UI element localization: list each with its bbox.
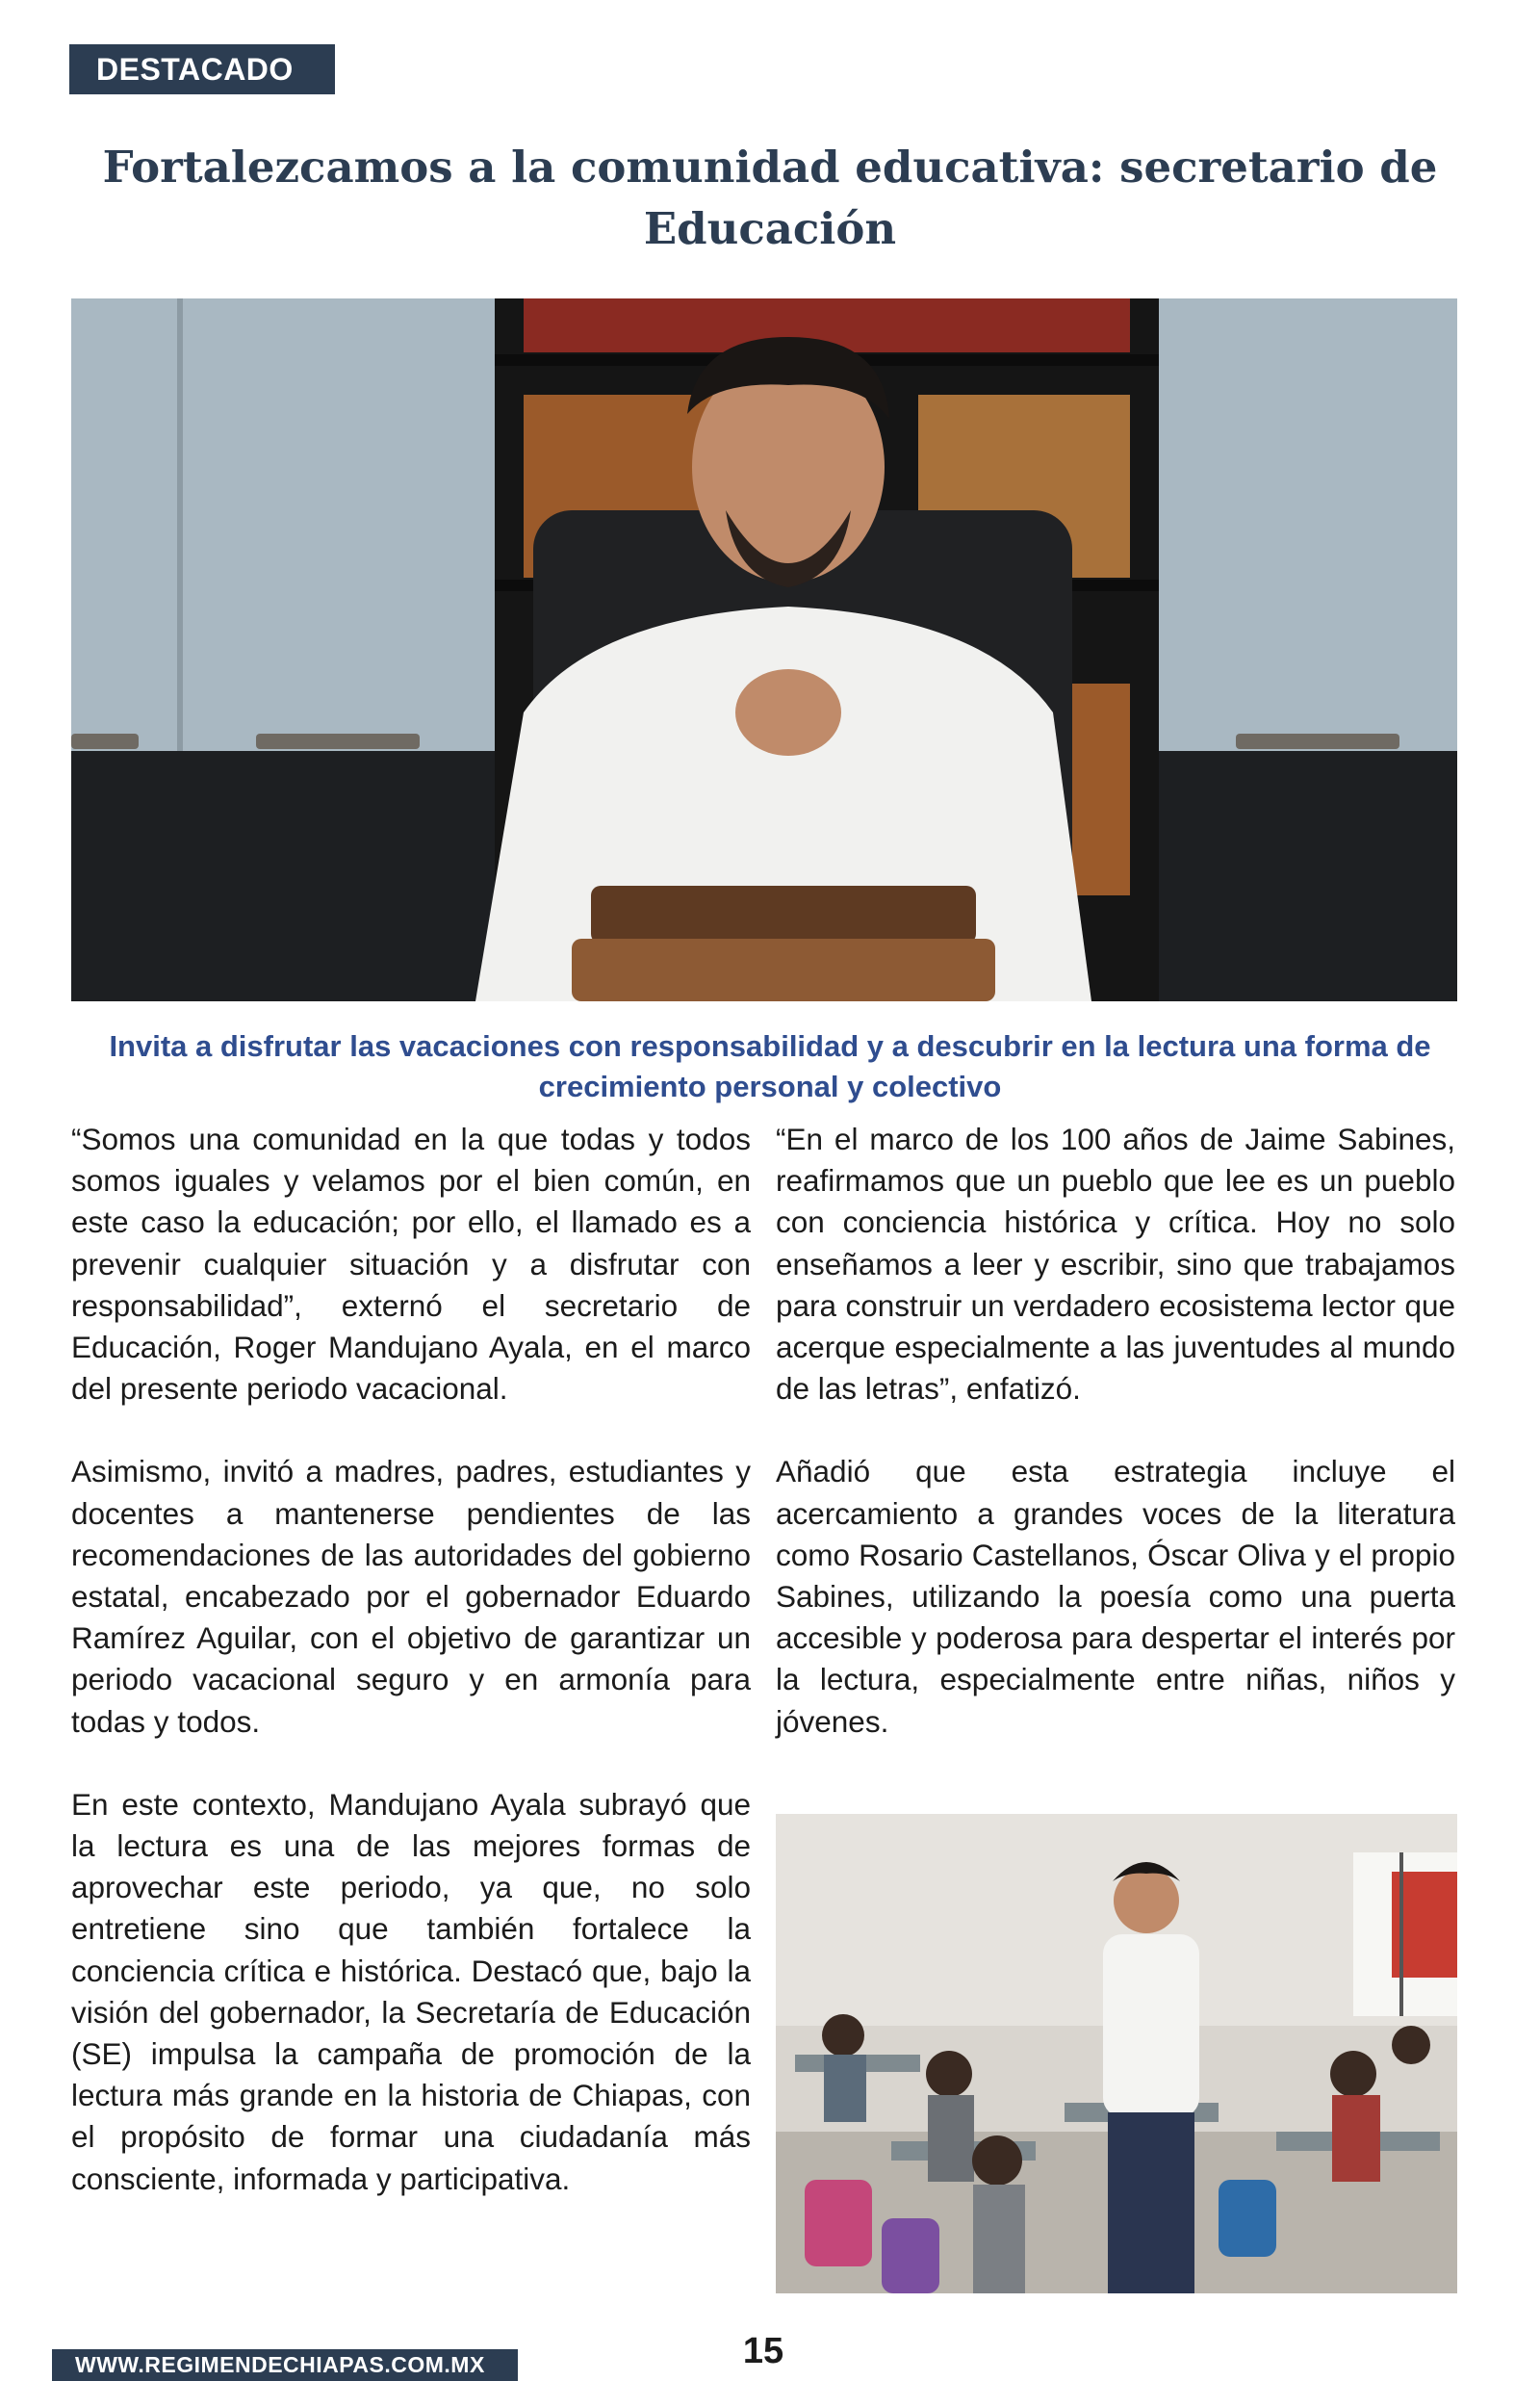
body-paragraph: “Somos una comunidad en la que todas y todos somos iguales y velamos por el bien común, en este caso la educación; por ello, el llamado es a prevenir cualquier situación y a disfrutar con responsabilidad”, externó el secretario de Educación, Roger Mandujano Ayala, en el marco del presente periodo vacacional. [71,1122,751,1407]
body-column-left [71,1119,751,2241]
footer-website: WWW.REGIMENDECHIAPAS.COM.MX [52,2349,518,2381]
body-paragraph: Añadió que esta estrategia incluye el acercamiento a grandes voces de la literatura como Rosario Castellanos, Óscar Oliva y el propio Sabines, utilizando la poesía como una puerta accesible y poderosa para despertar el interés por la lectura, especialmente entre niñas, niños y jóvenes. [776,1454,1455,1739]
body-paragraph: En este contexto, Mandujano Ayala subrayó que la lectura es una de las mejores formas de aprovechar este periodo, ya que, no solo entretiene sino que también fortalece la conciencia crítica e histórica. Destacó que, bajo la visión del gobernador, la Secretaría de Educación (SE) impulsa la campaña de promoción de la lectura más grande en la historia de Chiapas, con el propósito de formar una ciudadanía más consciente, informada y participativa. [71,1786,751,2196]
subtitle: Invita a disfrutar las vacaciones con responsabilidad y a descubrir en la lectura una forma de crecimiento personal y colectivo [109,1029,1431,1103]
body-paragraph: Asimismo, invitó a madres, padres, estudiantes y docentes a mantenerse pendientes de las recomendaciones de las autoridades del gobierno estatal, encabezado por el gobernador Eduardo Ramírez Aguilar, con el objetivo de garantizar un periodo vacacional seguro y en armonía para todas y todos. [71,1454,751,1739]
classroom-visit-photo [776,1814,1457,2293]
body-paragraph: “En el marco de los 100 años de Jaime Sabines, reafirmamos que un pueblo que lee es un pueblo con conciencia histórica y crítica. Hoy no solo enseñamos a leer y escribir, sino que trabajamos para construir un verdadero ecosistema lector que acerque especialmente a las juventudes al mundo de las letras”, enfatizó. [776,1122,1455,1407]
headline: Fortalezcamos a la comunidad educativa: secretario de Educación [102,142,1438,254]
body-column-right [776,1119,1455,1784]
page-number: 15 [742,2331,784,2371]
secretary-portrait-photo [71,298,1457,1001]
section-tag: DESTACADO [69,44,335,94]
